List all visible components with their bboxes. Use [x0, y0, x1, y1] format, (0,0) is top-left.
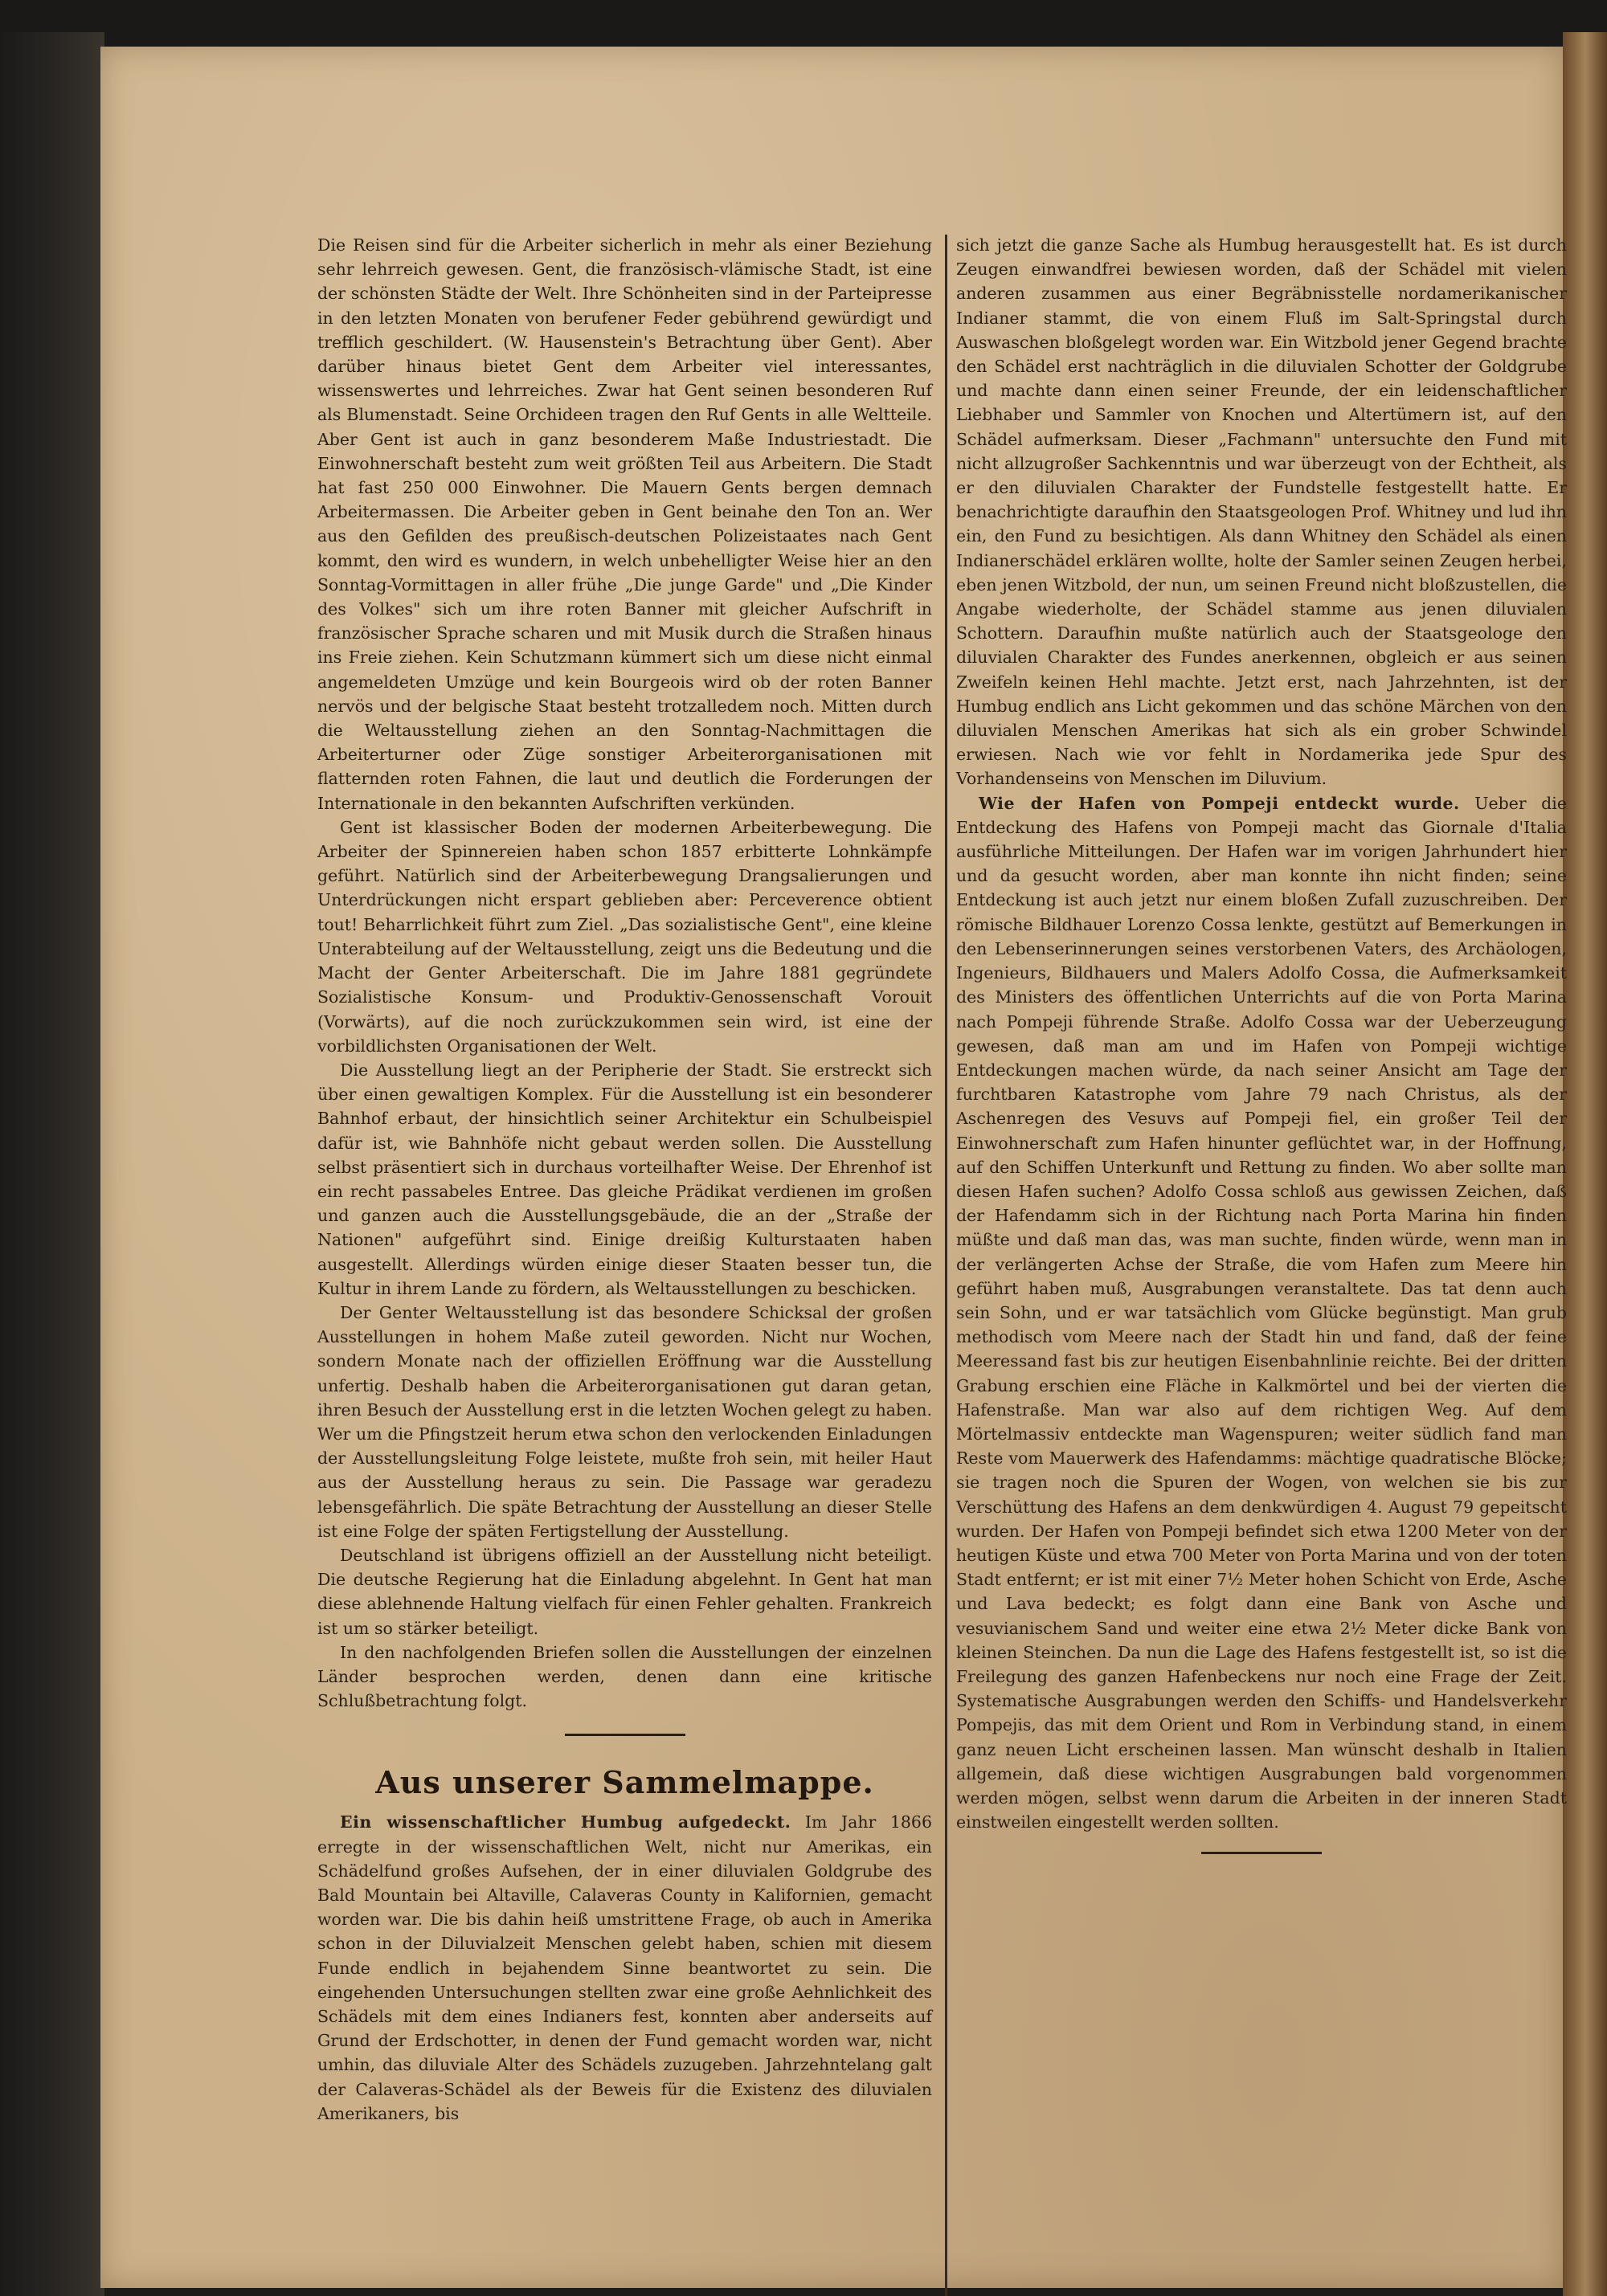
book-cover-edge: [0, 32, 104, 2296]
article-pompeji-body: Ueber die Entdeckung des Hafens von Pompeji macht das Giornale d'Italia ausführliche Mitteilungen. Der Hafen war im vorigen Jahrhundert hier und da gesucht worden, aber man konnte ihn nicht finden; seine Entdeckung ist auch jetzt nur einem bloßen Zufall zuzuschreiben. Der römische Bildhauer Lorenzo Cossa lenkte, gestützt auf Bemerkungen in den Lebenserinnerungen seines verstorbenen Vaters, des Archäologen, Ingenieurs, Bildhauers und Malers Adolfo Cossa, die Aufmerksamkeit des Ministers des öffentlichen Unterrichts auf die von Porta Marina nach Pompeji führende Straße. Adolfo Cossa war der Ueberzeugung gewesen, daß man am und im Hafen von Pompeji wichtige Entdeckungen machen würde, da nach seiner Ansicht am Tage der furchtbaren Katastrophe vom Jahre 79 nach Christus, als der Aschenregen des Vesuvs auf Pompeji fiel, ein großer Teil der Einwohnerschaft zum Hafen hinunter geflüchtet war, in der Hoffnung, auf den Schiffen Unterkunft und Rettung zu finden. Wo aber sollte man diesen Hafen suchen? Adolfo Cossa schloß aus gewissen Zeichen, daß der Hafendamm sich in der Richtung nach Porta Marina hin finden müßte und daß man das, was man suchte, finden würde, wenn man in der verlängerten Achse der Straße, die vom Hafen zum Meere hin geführt haben muß, Ausgrabungen veranstaltete. Das tat denn auch sein Sohn, und er war tatsächlich vom Glücke begünstigt. Man grub methodisch vom Meere nach der Stadt hin und fand, daß der feine Meeressand fast bis zur heutigen Eisenbahnlinie reichte. Bei der dritten Grabung erschien eine Fläche in Kalkmörtel und bei der vierten die Hafenstraße. Man war also auf dem richtigen Weg. Auf dem Mörtelmassiv entdeckte man Wagenspuren; weiter südlich fand man Reste vom Mauerwerk des Hafendamms: mächtige quadratische Blöcke; sie tragen noch die Spuren der Wogen, von welchen sie bis zur Verschüttung des Hafens an dem denkwürdigen 4. August 79 gepeitscht wurden. Der Hafen von Pompeji befindet sich etwa 1200 Meter von der heutigen Küste und etwa 700 Meter von Porta Marina und von der toten Stadt entfernt; er ist mit einer 7½ Meter hohen Schicht von Erde, Asche und Lava bedeckt; es folgt dann eine Bank von Asche und vesuvianischem Sand und weiter eine etwa 2½ Meter dicke Bank von kleinen Steinchen. Da nun die Lage des Hafens festgestellt ist, so ist die Freilegung des ganzen Hafenbeckens nur noch eine Frage der Zeit. Systematische Ausgrabungen werden den Schiffs- und Handelsverkehr Pompejis, das mit dem Orient und Rom in Verbindung stand, in einem ganz neuen Licht erscheinen lassen. Man wünscht deshalb in Italien allgemein, daß diese wichtigen Ausgrabungen bald vorgenommen werden mögen, selbst wenn darum die Arbeiten in der inneren Stadt einstweilen eingestellt werden sollten.: [956, 793, 1567, 1832]
article-humbug: [317, 1810, 932, 2126]
end-divider: [1201, 1852, 1322, 1854]
article-humbug-heading: Ein wissenschaftlicher Humbug aufgedeckt.: [340, 1812, 791, 1832]
article-pompeji-heading: Wie der Hafen von Pompeji entdeckt wurde.: [979, 793, 1460, 813]
article-humbug-continued: sich jetzt die ganze Sache als Humbug herausgestellt hat. Es ist durch Zeugen einwandfrei bewiesen worden, daß der Schädel mit vielen anderen zusammen aus einer Begräbnisstelle nordamerikanischer Indianer stammt, die von einem Fluß im Salt-Springstal durch Auswaschen bloßgelegt worden war. Ein Witzbold jener Gegend brachte den Schädel erst nachträglich in die diluvialen Schotter der Goldgrube und machte dann einen seiner Freunde, der ein leidenschaftlicher Liebhaber und Sammler von Knochen und Altertümern ist, auf den Schädel aufmerksam. Dieser „Fachmann" untersuchte den Fund mit nicht allzugroßer Sachkenntnis und war überzeugt von der Echtheit, als er den diluvialen Charakter der Fundstelle festgestellt hatte. Er benachrichtigte daraufhin den Staatsgeologen Prof. Whitney und lud ihn ein, den Fund zu besichtigen. Als dann Whitney den Schädel als einen Indianerschädel erklären wollte, holte der Samler seinen Zeugen herbei, eben jenen Witzbold, der nun, um seinen Freund nicht bloßzustellen, die Angabe wiederholte, der Schädel stamme aus jenen diluvialen Schottern. Daraufhin mußte natürlich auch der Staatsgeologe den diluvialen Charakter des Fundes anerkennen, obgleich er aus seinen Zweifeln keinen Hehl machte. Jetzt erst, nach Jahrzehnten, ist der Humbug endlich ans Licht gekommen und das schöne Märchen von den diluvialen Menschen Amerikas hat sich als ein grober Schwindel erwiesen. Nach wie vor fehlt in Nordamerika jede Spur des Vorhandenseins von Menschen im Diluvium.: [956, 235, 1567, 789]
right-column: [956, 233, 1567, 2217]
paragraph-briefe: In den nachfolgenden Briefen sollen die Ausstellungen der einzelnen Länder besprochen werden, denen dann eine kritische Schlußbetrachtung folgt.: [317, 1642, 932, 1711]
section-title: Aus unserer Sammelmappe.: [375, 1764, 874, 1801]
paragraph-genter-weltausstellung: Der Genter Weltausstellung ist das besondere Schicksal der großen Ausstellungen in hohem Maße zuteil geworden. Nicht nur Wochen, sondern Monate nach der offiziellen Eröffnung war die Ausstellung unfertig. Deshalb haben die Arbeiterorganisationen gut daran getan, ihren Besuch der Ausstellung erst in die letzten Wochen gelegt zu haben. Wer um die Pfingstzeit herum etwa schon den verlockenden Einladungen der Ausstellungsleitung Folge leistete, mußte froh sein, mit heiler Haut aus der Ausstellung heraus zu sein. Die Passage war geradezu lebensgefährlich. Die späte Betrachtung der Ausstellung an dieser Stelle ist eine Folge der späten Fertigstellung der Ausstellung.: [317, 1302, 932, 1541]
book-spine: [1563, 32, 1607, 2296]
left-column: [317, 233, 932, 2126]
paragraph-gent-reisen: Die Reisen sind für die Arbeiter sicherlich in mehr als einer Beziehung sehr lehrreich gewesen. Gent, die französisch-vlämische Stadt, ist eine der schönsten Städte der Welt. Ihre Schönheiten sind in der Parteipresse in den letzten Monaten von berufener Feder gebührend gewürdigt und trefflich geschildert. (W. Hausenstein's Betrachtung über Gent). Aber darüber hinaus bietet Gent dem Arbeiter viel interessantes, wissenswertes und lehrreiches. Zwar hat Gent seinen besonderen Ruf als Blumenstadt. Seine Orchideen tragen den Ruf Gents in alle Weltteile. Aber Gent ist auch in ganz besonderem Maße Industriestadt. Die Einwohnerschaft besteht zum weit größten Teil aus Arbeitern. Die Stadt hat fast 250 000 Einwohner. Die Mauern Gents bergen demnach Arbeitermassen. Die Arbeiter geben in Gent beinahe den Ton an. Wer aus den Gefilden des preußisch-deutschen Polizeistaates nach Gent kommt, den wird es wundern, in welch unbehelligter Weise hier an den Sonntag-Vormittagen in aller frühe „Die junge Garde" und „Die Kinder des Volkes" sich um ihre roten Banner mit gleicher Aufschrift in französischer Sprache scharen und mit Musik durch die Straßen hinaus ins Freie ziehen. Kein Schutzmann kümmert sich um diese nicht einmal angemeldeten Umzüge und kein Bourgeois wird ob der roten Banner nervös und der belgische Staat besteht trotzalledem noch. Mitten durch die Weltausstellung ziehen an den Sonntag-Nachmittagen die Arbeiterturner oder Züge sonstiger Arbeiterorganisationen mit flatternden roten Fahnen, die laut und deutlich die Forderungen der Internationale in den bekannten Aufschriften verkünden.: [317, 235, 932, 813]
column-rule: [945, 235, 947, 2296]
paragraph-ausstellung-peripherie: Die Ausstellung liegt an der Peripherie der Stadt. Sie erstreckt sich über einen gewaltigen Komplex. Für die Ausstellung ist ein besonderer Bahnhof erbaut, der hinsichtlich seiner Architektur ein Schulbeispiel dafür ist, wie Bahnhöfe nicht gebaut werden sollen. Die Ausstellung selbst präsentiert sich in durchaus vorteilhafter Weise. Der Ehrenhof ist ein recht passabeles Entree. Das gleiche Prädikat verdienen im großen und ganzen auch die Ausstellungsgebäude, die an der „Straße der Nationen" aufgeführt sind. Einige dreißig Kulturstaaten haben ausgestellt. Allerdings würden einige dieser Staaten besser tun, die Kultur in ihrem Lande zu fördern, als Weltausstellungen zu beschicken.: [317, 1060, 932, 1298]
section-divider: [565, 1734, 685, 1736]
article-pompeji: [956, 791, 1567, 1835]
paragraph-deutschland: Deutschland ist übrigens offiziell an der Ausstellung nicht beteiligt. Die deutsche Regierung hat die Einladung abgelehnt. In Gent hat man diese ablehnende Haltung vielfach für einen Fehler gehalten. Frankreich ist um so stärker beteiligt.: [317, 1545, 932, 1638]
paragraph-gent-arbeiterbewegung: Gent ist klassischer Boden der modernen Arbeiterbewegung. Die Arbeiter der Spinnereien haben schon 1857 erbitterte Lohnkämpfe geführt. Natürlich sind der Arbeiterbewegung Drangsalierungen und Unterdrückungen nicht erspart geblieben aber: Perceverence obtient tout! Beharrlichkeit führt zum Ziel. „Das sozialistische Gent", eine kleine Unterabteilung auf der Weltausstellung, zeigt uns die Bedeutung und die Macht der Genter Arbeiterschaft. Die im Jahre 1881 gegründete Sozialistische Konsum- und Produktiv-Genossenschaft Vorouit (Vorwärts), auf die noch zurückzukommen sein wird, ist eine der vorbildlichsten Organisationen der Welt.: [317, 817, 932, 1056]
article-humbug-body: Im Jahr 1866 erregte in der wissenschaftlichen Welt, nicht nur Amerikas, ein Schädelfund großes Aufsehen, der in einer diluvialen Goldgrube des Bald Mountain bei Altaville, Calaveras County in Kalifornien, gemacht worden war. Die bis dahin heiß umstrittene Frage, ob auch in Amerika schon in der Diluvialzeit Menschen gelebt haben, schien mit diesem Funde endlich in bejahendem Sinne beantwortet zu sein. Die eingehenden Untersuchungen stellten zwar eine große Aehnlichkeit des Schädels mit dem eines Indianers fest, konnten aber anderseits auf Grund der Erdschotter, in denen der Fund gemacht worden war, nicht umhin, das diluviale Alter des Schädels zuzugeben. Jahrzehntelang galt der Calaveras-Schädel als der Beweis für die Existenz des diluvialen Amerikaners, bis: [317, 1812, 932, 2123]
